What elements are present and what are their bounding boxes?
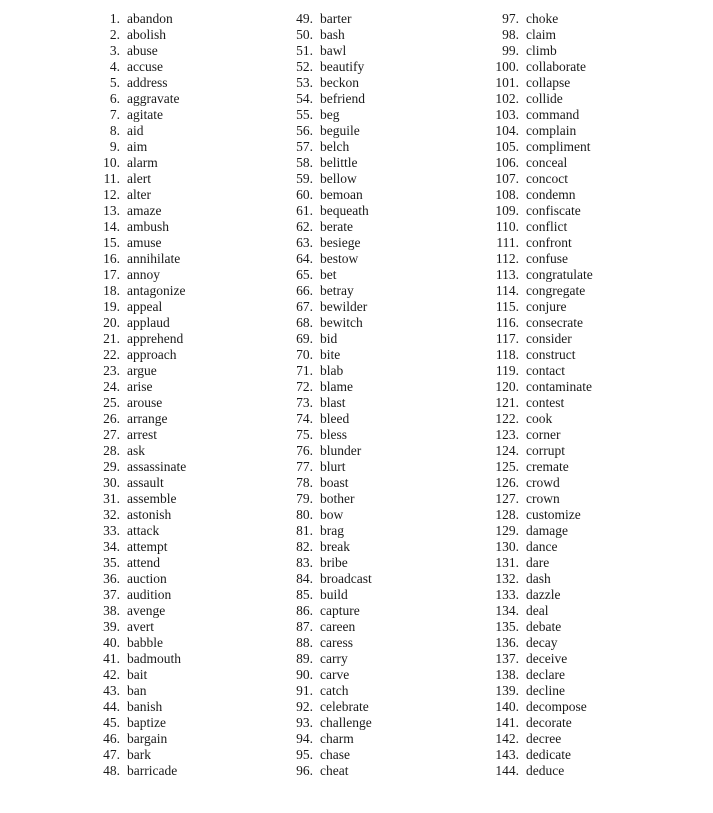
item-number: 133. — [495, 587, 519, 602]
item-word: banish — [127, 699, 163, 714]
item-number: 75. — [296, 427, 313, 442]
item-number: 10. — [103, 155, 120, 170]
item-word: amaze — [127, 203, 162, 218]
item-word: consecrate — [526, 315, 583, 330]
item-number: 55. — [296, 107, 313, 122]
item-word: berate — [320, 219, 353, 234]
item-word: collaborate — [526, 59, 586, 74]
item-number: 81. — [296, 523, 313, 538]
item-word: bewitch — [320, 315, 363, 330]
item-number: 119. — [495, 363, 519, 378]
item-word: bid — [320, 331, 338, 346]
item-number: 94. — [296, 731, 313, 746]
item-word: betray — [320, 283, 354, 298]
item-word: assemble — [127, 491, 177, 506]
item-word: annoy — [127, 267, 160, 282]
item-word: bother — [320, 491, 355, 506]
item-number: 116. — [495, 315, 519, 330]
item-number: 117. — [495, 331, 519, 346]
item-number: 39. — [103, 619, 120, 634]
item-word: cook — [526, 411, 553, 426]
item-word: brag — [320, 523, 344, 538]
item-number: 8. — [109, 123, 120, 138]
item-number: 14. — [103, 219, 120, 234]
item-word: arrest — [127, 427, 157, 442]
item-number: 134. — [495, 603, 519, 618]
item-word: deal — [526, 603, 549, 618]
item-word: debate — [526, 619, 562, 634]
item-word: approach — [127, 347, 177, 362]
item-number: 59. — [296, 171, 313, 186]
item-number: 74. — [296, 411, 313, 426]
item-number: 124. — [495, 443, 519, 458]
item-word: careen — [320, 619, 356, 634]
item-number: 85. — [296, 587, 313, 602]
item-number: 54. — [296, 91, 313, 106]
item-word: construct — [526, 347, 576, 362]
item-number: 11. — [103, 171, 120, 186]
item-word: cheat — [320, 763, 349, 778]
item-number: 38. — [103, 603, 120, 618]
item-word: beckon — [320, 75, 359, 90]
item-word: arise — [127, 379, 153, 394]
item-word: crowd — [526, 475, 560, 490]
item-number: 103. — [495, 107, 519, 122]
item-number: 76. — [296, 443, 313, 458]
item-number: 65. — [296, 267, 313, 282]
item-word: aim — [127, 139, 148, 154]
item-number: 16. — [103, 251, 120, 266]
item-number: 5. — [109, 75, 120, 90]
item-word: arrange — [127, 411, 168, 426]
item-word: cremate — [526, 459, 569, 474]
item-number: 24. — [103, 379, 120, 394]
item-number: 141. — [495, 715, 519, 730]
item-number: 137. — [495, 651, 519, 666]
item-number: 143. — [495, 747, 519, 762]
item-number: 50. — [296, 27, 313, 42]
item-number: 78. — [296, 475, 313, 490]
item-word: bawl — [320, 43, 347, 58]
item-word: concoct — [526, 171, 568, 186]
item-word: catch — [320, 683, 349, 698]
item-number: 98. — [502, 27, 519, 42]
item-number: 21. — [103, 331, 120, 346]
item-word: appeal — [127, 299, 163, 314]
item-number: 18. — [103, 283, 120, 298]
item-number: 60. — [296, 187, 313, 202]
item-number: 73. — [296, 395, 313, 410]
item-word: alarm — [127, 155, 158, 170]
item-word: challenge — [320, 715, 372, 730]
item-number: 86. — [296, 603, 313, 618]
item-word: decompose — [526, 699, 587, 714]
item-number: 33. — [103, 523, 120, 538]
item-number: 35. — [103, 555, 120, 570]
item-word: bewilder — [320, 299, 368, 314]
item-word: boast — [320, 475, 349, 490]
item-word: condemn — [526, 187, 576, 202]
item-word: aggravate — [127, 91, 180, 106]
item-word: badmouth — [127, 651, 181, 666]
item-word: abolish — [127, 27, 166, 42]
item-number: 19. — [103, 299, 120, 314]
item-word: decree — [526, 731, 562, 746]
item-word: bow — [320, 507, 344, 522]
item-word: bestow — [320, 251, 359, 266]
item-number: 20. — [103, 315, 120, 330]
item-number: 17. — [103, 267, 120, 282]
item-word: bargain — [127, 731, 168, 746]
item-number: 125. — [495, 459, 519, 474]
item-number: 30. — [103, 475, 120, 490]
item-word: deceive — [526, 651, 568, 666]
item-word: command — [526, 107, 580, 122]
item-word: annihilate — [127, 251, 181, 266]
item-number: 4. — [109, 59, 120, 74]
item-word: blast — [320, 395, 346, 410]
item-word: conflict — [526, 219, 568, 234]
item-word: chase — [320, 747, 350, 762]
item-word: argue — [127, 363, 157, 378]
item-number: 9. — [109, 139, 120, 154]
item-number: 126. — [495, 475, 519, 490]
item-number: 31. — [103, 491, 120, 506]
item-word: ban — [127, 683, 147, 698]
item-word: decay — [526, 635, 558, 650]
item-word: caress — [320, 635, 353, 650]
item-word: broadcast — [320, 571, 372, 586]
item-number: 43. — [103, 683, 120, 698]
item-number: 26. — [103, 411, 120, 426]
item-number: 22. — [103, 347, 120, 362]
item-number: 3. — [109, 43, 120, 58]
item-word: confiscate — [526, 203, 581, 218]
item-word: auction — [127, 571, 167, 586]
item-number: 96. — [296, 763, 313, 778]
item-word: blunder — [320, 443, 362, 458]
item-word: besiege — [320, 235, 361, 250]
item-number: 42. — [103, 667, 120, 682]
item-word: deduce — [526, 763, 565, 778]
item-number: 100. — [495, 59, 519, 74]
item-word: ambush — [127, 219, 169, 234]
item-number: 70. — [296, 347, 313, 362]
item-word: consider — [526, 331, 572, 346]
item-number: 118. — [495, 347, 519, 362]
item-number: 138. — [495, 667, 519, 682]
item-number: 36. — [103, 571, 120, 586]
item-number: 40. — [103, 635, 120, 650]
item-number: 48. — [103, 763, 120, 778]
item-word: corrupt — [526, 443, 565, 458]
item-number: 105. — [495, 139, 519, 154]
item-word: assault — [127, 475, 164, 490]
item-word: dazzle — [526, 587, 561, 602]
item-word: claim — [526, 27, 556, 42]
item-number: 67. — [296, 299, 313, 314]
item-word: barricade — [127, 763, 178, 778]
item-word: collapse — [526, 75, 571, 90]
item-word: conjure — [526, 299, 567, 314]
item-number: 72. — [296, 379, 313, 394]
item-word: attack — [127, 523, 160, 538]
item-number: 136. — [495, 635, 519, 650]
item-number: 77. — [296, 459, 313, 474]
item-word: befriend — [320, 91, 365, 106]
item-number: 44. — [103, 699, 120, 714]
item-number: 47. — [103, 747, 120, 762]
item-number: 62. — [296, 219, 313, 234]
item-word: arouse — [127, 395, 163, 410]
item-word: congregate — [526, 283, 586, 298]
item-number: 51. — [296, 43, 313, 58]
item-word: aid — [127, 123, 144, 138]
item-number: 23. — [103, 363, 120, 378]
item-number: 112. — [495, 251, 519, 266]
item-word: baptize — [127, 715, 166, 730]
item-word: contest — [526, 395, 565, 410]
item-word: dedicate — [526, 747, 571, 762]
item-word: congratulate — [526, 267, 593, 282]
item-word: climb — [526, 43, 557, 58]
item-number: 84. — [296, 571, 313, 586]
item-number: 107. — [495, 171, 519, 186]
item-number: 29. — [103, 459, 120, 474]
item-number: 110. — [495, 219, 519, 234]
item-word: bait — [127, 667, 148, 682]
item-word: bet — [320, 267, 337, 282]
item-word: abuse — [127, 43, 158, 58]
item-number: 122. — [495, 411, 519, 426]
item-number: 27. — [103, 427, 120, 442]
item-word: break — [320, 539, 350, 554]
item-word: bequeath — [320, 203, 369, 218]
item-number: 123. — [495, 427, 519, 442]
item-number: 97. — [502, 11, 519, 26]
item-word: avert — [127, 619, 154, 634]
item-number: 68. — [296, 315, 313, 330]
item-word: attempt — [127, 539, 168, 554]
item-word: address — [127, 75, 168, 90]
item-number: 91. — [296, 683, 313, 698]
item-number: 88. — [296, 635, 313, 650]
item-word: accuse — [127, 59, 163, 74]
item-word: dance — [526, 539, 558, 554]
item-word: crown — [526, 491, 560, 506]
item-number: 28. — [103, 443, 120, 458]
item-number: 131. — [495, 555, 519, 570]
item-word: alter — [127, 187, 151, 202]
item-number: 90. — [296, 667, 313, 682]
item-number: 56. — [296, 123, 313, 138]
item-word: blurt — [320, 459, 346, 474]
item-word: customize — [526, 507, 581, 522]
item-number: 104. — [495, 123, 519, 138]
item-number: 2. — [109, 27, 120, 42]
item-word: bless — [320, 427, 347, 442]
item-word: carry — [320, 651, 348, 666]
item-number: 52. — [296, 59, 313, 74]
item-number: 53. — [296, 75, 313, 90]
item-number: 82. — [296, 539, 313, 554]
item-number: 135. — [495, 619, 519, 634]
item-word: compliment — [526, 139, 591, 154]
item-number: 139. — [495, 683, 519, 698]
item-word: charm — [320, 731, 354, 746]
item-word: bleed — [320, 411, 350, 426]
item-word: astonish — [127, 507, 172, 522]
item-word: capture — [320, 603, 360, 618]
item-number: 121. — [495, 395, 519, 410]
item-word: complain — [526, 123, 577, 138]
item-word: attend — [127, 555, 160, 570]
item-number: 66. — [296, 283, 313, 298]
item-word: confuse — [526, 251, 568, 266]
item-word: confront — [526, 235, 572, 250]
item-word: beg — [320, 107, 340, 122]
item-number: 6. — [109, 91, 120, 106]
item-number: 13. — [103, 203, 120, 218]
item-word: agitate — [127, 107, 163, 122]
item-number: 89. — [296, 651, 313, 666]
item-number: 108. — [495, 187, 519, 202]
item-number: 127. — [495, 491, 519, 506]
item-number: 64. — [296, 251, 313, 266]
item-number: 115. — [495, 299, 519, 314]
item-word: build — [320, 587, 348, 602]
item-word: applaud — [127, 315, 170, 330]
item-word: dash — [526, 571, 551, 586]
item-number: 87. — [296, 619, 313, 634]
item-number: 95. — [296, 747, 313, 762]
item-word: beautify — [320, 59, 365, 74]
item-word: babble — [127, 635, 163, 650]
item-number: 49. — [296, 11, 313, 26]
item-number: 129. — [495, 523, 519, 538]
item-word: collide — [526, 91, 563, 106]
item-number: 120. — [495, 379, 519, 394]
item-number: 128. — [495, 507, 519, 522]
item-word: decline — [526, 683, 565, 698]
item-word: decorate — [526, 715, 572, 730]
item-number: 25. — [103, 395, 120, 410]
item-number: 144. — [495, 763, 519, 778]
item-number: 15. — [103, 235, 120, 250]
item-number: 113. — [495, 267, 519, 282]
item-number: 101. — [495, 75, 519, 90]
item-word: dare — [526, 555, 550, 570]
item-word: blame — [320, 379, 353, 394]
item-number: 80. — [296, 507, 313, 522]
item-number: 130. — [495, 539, 519, 554]
item-word: bark — [127, 747, 151, 762]
item-word: antagonize — [127, 283, 186, 298]
item-number: 114. — [495, 283, 519, 298]
item-word: apprehend — [127, 331, 184, 346]
item-number: 41. — [103, 651, 120, 666]
item-number: 71. — [296, 363, 313, 378]
item-number: 92. — [296, 699, 313, 714]
item-word: damage — [526, 523, 568, 538]
item-word: amuse — [127, 235, 162, 250]
item-number: 106. — [495, 155, 519, 170]
item-number: 99. — [502, 43, 519, 58]
item-number: 58. — [296, 155, 313, 170]
item-word: choke — [526, 11, 559, 26]
item-number: 34. — [103, 539, 120, 554]
item-word: declare — [526, 667, 565, 682]
item-word: avenge — [127, 603, 166, 618]
item-number: 1. — [109, 11, 120, 26]
item-word: alert — [127, 171, 151, 186]
item-number: 142. — [495, 731, 519, 746]
item-word: ask — [127, 443, 145, 458]
item-number: 93. — [296, 715, 313, 730]
item-word: carve — [320, 667, 350, 682]
item-word: blab — [320, 363, 344, 378]
item-number: 37. — [103, 587, 120, 602]
item-number: 69. — [296, 331, 313, 346]
item-number: 46. — [103, 731, 120, 746]
item-word: corner — [526, 427, 561, 442]
item-number: 7. — [109, 107, 120, 122]
item-number: 102. — [495, 91, 519, 106]
item-word: bash — [320, 27, 345, 42]
item-number: 140. — [495, 699, 519, 714]
item-word: belch — [320, 139, 350, 154]
item-number: 79. — [296, 491, 313, 506]
item-number: 109. — [495, 203, 519, 218]
item-word: assassinate — [127, 459, 187, 474]
item-number: 83. — [296, 555, 313, 570]
item-word: bellow — [320, 171, 357, 186]
item-number: 111. — [496, 235, 519, 250]
item-word: abandon — [127, 11, 173, 26]
item-word: barter — [320, 11, 352, 26]
item-word: beguile — [320, 123, 360, 138]
item-word: celebrate — [320, 699, 369, 714]
item-word: bemoan — [320, 187, 363, 202]
item-word: bribe — [320, 555, 348, 570]
item-number: 12. — [103, 187, 120, 202]
item-word: contaminate — [526, 379, 592, 394]
item-number: 132. — [495, 571, 519, 586]
item-number: 61. — [296, 203, 313, 218]
item-number: 57. — [296, 139, 313, 154]
item-word: contact — [526, 363, 565, 378]
item-word: conceal — [526, 155, 568, 170]
item-word: audition — [127, 587, 172, 602]
item-number: 45. — [103, 715, 120, 730]
item-word: bite — [320, 347, 341, 362]
item-number: 32. — [103, 507, 120, 522]
item-number: 63. — [296, 235, 313, 250]
item-word: belittle — [320, 155, 358, 170]
